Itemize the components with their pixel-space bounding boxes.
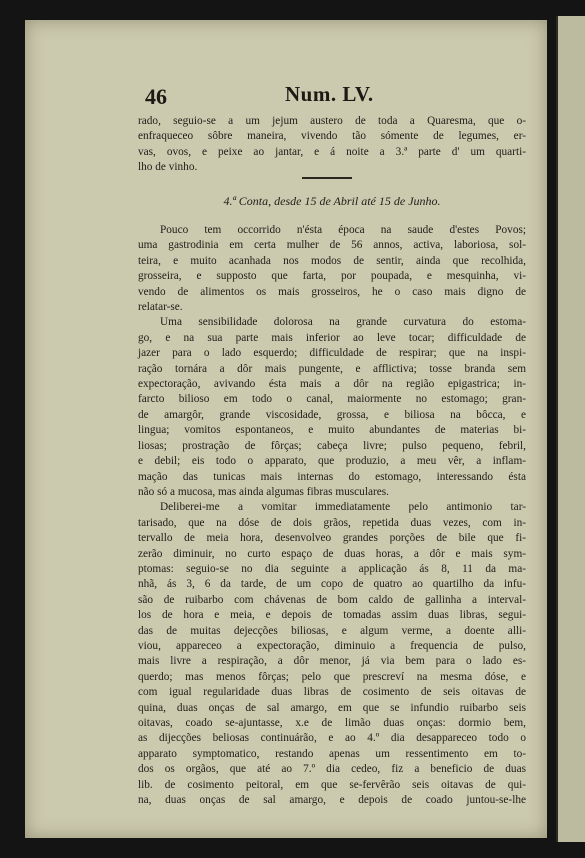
text-line: uma gastrodinia em certa mulher de 56 annos, activa, laboriosa, sol- xyxy=(138,239,526,252)
text-line: viou, appareceo a expectoração, diminuio a frequencia de pulso, xyxy=(138,639,526,652)
page-header xyxy=(145,80,505,112)
text-line: tervallo de meia hora, desenvolveo grandes porções de bile que fi- xyxy=(138,532,526,545)
text-line: grosseira, e supposto que farta, por poupada, e mesquinha, vi- xyxy=(138,270,526,283)
text-line: as dijecções beliosas continuárão, e ao 4.º dia desappareceo todo o xyxy=(138,732,526,745)
section-heading: 4.ª Conta, desde 15 de Abril até 15 de Junho. xyxy=(223,194,441,208)
text-line: das de muitas dejecções biliosas, e algum verme, a doente alli- xyxy=(138,624,526,637)
text-line: lingua; vomitos espontaneos, e muito abundantes de materias bi- xyxy=(138,424,526,437)
text-line: farcto bilioso em todo o canal, maiormente no estomago; gran- xyxy=(138,393,526,406)
text-line: apparato symptomatico, restando apenas um ressentimento em to- xyxy=(138,747,526,760)
text-line: ração tornára a dôr mais pungente, e afflictiva; tosse branda sem xyxy=(138,362,526,375)
text-line: Uma sensibilidade dolorosa na grande curvatura do estoma- xyxy=(160,316,526,329)
text-line: teira, e muito acanhada nos modos de sentir, ainda que recolhida, xyxy=(138,254,526,267)
lead-paragraph xyxy=(138,114,526,176)
text-line: lib. de cosimento peitoral, em que se-fervêrão seis oitavas de qui- xyxy=(138,778,526,791)
section-body xyxy=(138,223,526,808)
text-line: zerão diminuir, no curto espaço de duas horas, a dôr e mais sym- xyxy=(138,547,526,560)
running-head: Num. LV. xyxy=(285,82,374,106)
text-line: enfraqueceo sôbre maneira, vivendo tão sómente de legumes, er- xyxy=(138,130,526,143)
text-line: mais livre a respiração, a dôr menor, já via bem para o lado es- xyxy=(138,655,526,668)
text-line: vendo de alimentos os mais grosseiros, he o caso mais digno de xyxy=(138,285,526,298)
text-line: e debil; eis todo o apparato, que produzio, a meu vêr, a inflam- xyxy=(138,455,526,468)
paragraph-1 xyxy=(138,223,526,315)
text-line: querdo; mas menos fôrças; pelo que prescreví na mesma dóse, e xyxy=(138,670,526,683)
text-line: jazer para o lado esquerdo; difficuldade de respirar; que na inspi- xyxy=(138,347,526,360)
text-line: com igual regularidade duas libras de cosimento de seis oitavas de xyxy=(138,686,526,699)
text-line: são de ruibarbo com chávenas de bom caldo de gallinha a interval- xyxy=(138,593,526,606)
paragraph-2 xyxy=(138,315,526,500)
text-line: de amargôr, grande viscosidade, grossa, e biliosa na bôcca, e xyxy=(138,408,526,421)
text-line: vas, ovos, e peixe ao jantar, e á noite a 3.ª parte d' um quarti- xyxy=(138,145,526,158)
text-line: rado, seguio-se a um jejum austero de toda a Quaresma, que o- xyxy=(138,115,526,127)
text-line: go, e na sua parte mais inferior ao leve tocar; difficuldade de xyxy=(138,331,526,344)
text-line: Deliberei-me a vomitar immediatamente pelo antimonio tar- xyxy=(160,501,526,514)
text-line: tarisado, que na dóse de dois grãos, repetida duas vezes, com in- xyxy=(138,516,526,529)
text-line: dos os orgãos, que até ao 7.º dia cedeo, fiz a beneficio de duas xyxy=(138,763,526,776)
text-line: los de hora e meia, e depois de tomadas assim duas libras, segui- xyxy=(138,609,526,622)
text-line: expectoração, avivando ésta mais a dôr na região epigastrica; in- xyxy=(138,378,526,391)
paragraph-3 xyxy=(138,500,526,808)
text-line: quina, duas onças de sal amargo, em que se infundio ruibarbo seis xyxy=(138,701,526,714)
section-divider xyxy=(302,177,352,179)
text-line: ptomas: seguio-se no dia seguinte a applicação ás 8, 11 da ma- xyxy=(138,562,526,575)
page-number: 46 xyxy=(145,84,167,109)
text-line: na, duas onças de sal amargo, e depois de coado juntou-se-lhe xyxy=(138,794,526,807)
text-line: mação das tunicas mais internas do estomago, interessando ésta xyxy=(138,470,526,483)
text-line: não só a mucosa, mas ainda algumas fibras musculares. xyxy=(138,485,389,498)
text-line: Pouco tem occorrido n'ésta época na saude d'estes Povos; xyxy=(160,224,526,236)
adjacent-page-edge xyxy=(556,16,585,842)
text-line: oitavas, coado se-ajuntasse, x.e de limão duas onças: dormio bem, xyxy=(138,717,526,729)
text-line: lho de vinho. xyxy=(138,161,198,174)
text-line: liosas; prostração de fôrças; cabeça livre; pulso pequeno, febril, xyxy=(138,439,526,452)
text-line: nhã, ás 3, 6 da tarde, de um copo de quatro ao quartilho da infu- xyxy=(138,578,526,591)
text-line: relatar-se. xyxy=(138,301,183,314)
